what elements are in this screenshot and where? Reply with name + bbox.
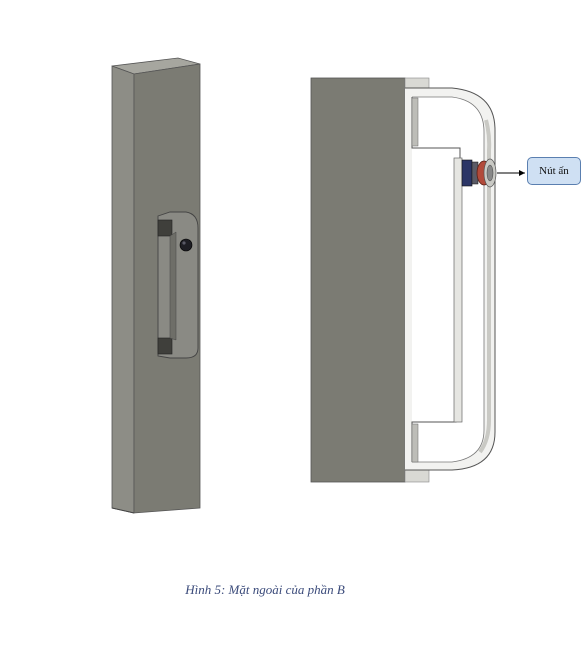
handle-isometric <box>158 212 198 358</box>
figure-caption: Hình 5: Mặt ngoài của phần B <box>185 582 345 597</box>
push-button-callout-label: Nút ấn <box>527 157 581 185</box>
part-b-closeup-view <box>311 78 525 482</box>
part-b-isometric-view <box>112 58 200 513</box>
arrow-head-icon <box>519 170 525 176</box>
